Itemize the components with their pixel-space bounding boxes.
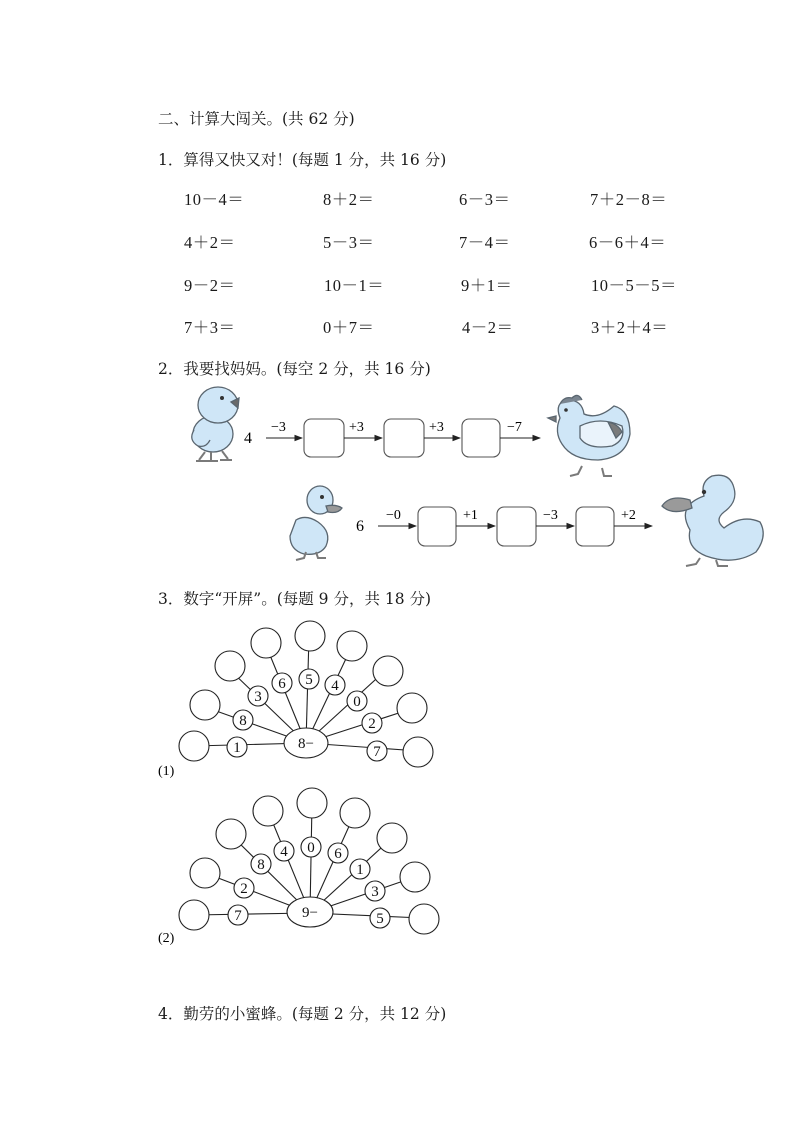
equation: 0＋7＝: [323, 318, 375, 337]
peacock1-number: 5: [305, 672, 313, 688]
peacock1-number: 6: [278, 676, 286, 692]
equation: 7＋3＝: [184, 318, 236, 337]
peacock2-number: 1: [356, 862, 364, 878]
chain2-op-2: +1: [463, 508, 478, 523]
chain1-op-1: −3: [271, 420, 286, 435]
chain1-start: 4: [244, 430, 252, 447]
equation: 7－4＝: [459, 233, 511, 252]
equation: 6－6＋4＝: [589, 233, 667, 252]
answer-circle[interactable]: [253, 796, 283, 826]
chain1-op-2: +3: [349, 420, 364, 435]
answer-circle[interactable]: [190, 858, 220, 888]
answer-circle[interactable]: [216, 819, 246, 849]
answer-circle[interactable]: [297, 788, 327, 818]
peacock2-number: 8: [257, 857, 265, 873]
equation: 10－1＝: [324, 276, 385, 295]
chain2-start: 6: [356, 518, 364, 535]
peacock1-number: 4: [331, 678, 339, 694]
q3-title: 3．数字“开屏”。(每题 9 分，共 18 分): [158, 590, 432, 608]
peacock1-label: (1): [158, 764, 175, 779]
chain1-op-4: −7: [507, 420, 522, 435]
answer-circle[interactable]: [340, 798, 370, 828]
q4-title: 4．勤劳的小蜜蜂。(每题 2 分，共 12 分): [158, 1005, 447, 1023]
equation: 7＋2－8＝: [590, 190, 668, 209]
equation: 10－4＝: [184, 190, 245, 209]
equation: 9－2＝: [184, 276, 236, 295]
peacock1-number: 8: [239, 713, 247, 729]
answer-circle[interactable]: [409, 904, 439, 934]
peacock1-number: 1: [233, 740, 241, 756]
peacock2-number: 3: [371, 884, 379, 900]
equation: 8＋2＝: [323, 190, 375, 209]
peacock2-center: 9−: [302, 905, 318, 921]
peacock1-number: 7: [373, 744, 381, 760]
peacock1-number: 3: [254, 689, 262, 705]
chain2-op-1: −0: [386, 508, 401, 523]
answer-circle[interactable]: [179, 900, 209, 930]
q2-title: 2．我要找妈妈。(每空 2 分，共 16 分): [158, 360, 431, 378]
peacock2-number: 6: [334, 846, 342, 862]
peacock1-number: 2: [368, 716, 376, 732]
equation: 9＋1＝: [461, 276, 513, 295]
peacock1-center: 8−: [298, 736, 314, 752]
equation: 4－2＝: [462, 318, 514, 337]
peacock1-number: 0: [353, 694, 361, 710]
equation: 4＋2＝: [184, 233, 236, 252]
peacock2-number: 2: [240, 881, 248, 897]
peacock2-label: (2): [158, 931, 175, 946]
chain2-op-4: +2: [621, 508, 636, 523]
peacock2-number: 4: [280, 844, 288, 860]
chain2-op-3: −3: [543, 508, 558, 523]
peacock2-number: 5: [376, 911, 384, 927]
equation: 3＋2＋4＝: [591, 318, 669, 337]
peacock2-number: 0: [307, 840, 315, 856]
equation: 10－5－5＝: [591, 276, 677, 295]
section-title: 二、计算大闯关。(共 62 分): [158, 110, 355, 128]
chain1-op-3: +3: [429, 420, 444, 435]
q1-title: 1．算得又快又对！(每题 1 分，共 16 分): [158, 151, 447, 169]
equation: 5－3＝: [323, 233, 375, 252]
equation: 6－3＝: [459, 190, 511, 209]
answer-circle[interactable]: [377, 823, 407, 853]
peacock2-number: 7: [234, 908, 242, 924]
answer-circle[interactable]: [400, 862, 430, 892]
